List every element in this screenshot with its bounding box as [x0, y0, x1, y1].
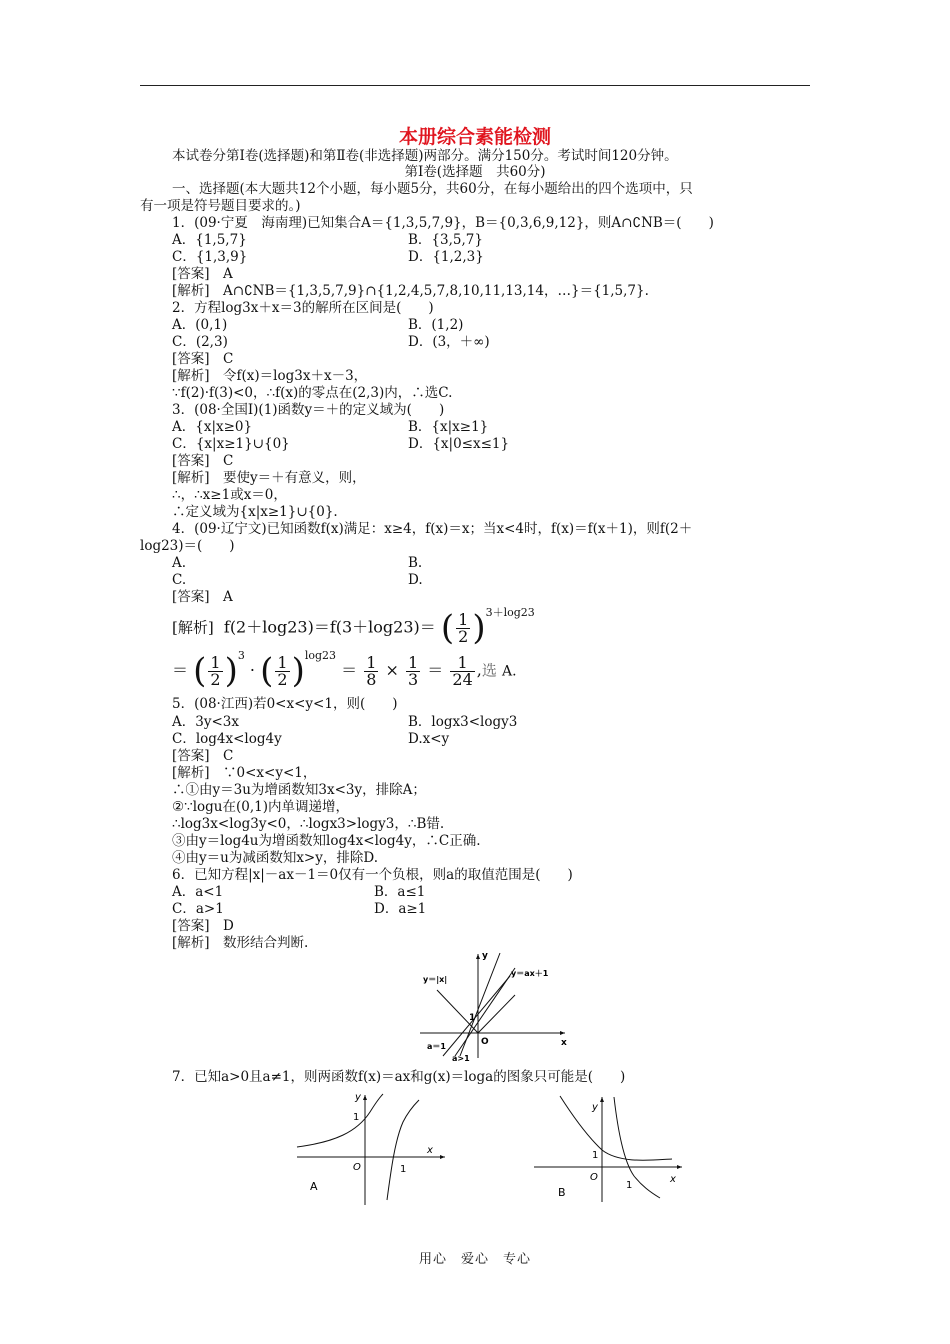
q5-option-c: C．log4x<log4y: [172, 731, 282, 747]
fraction-half: $\frac{1}{2}$: [210, 652, 221, 689]
q3-option-c: C．{x|x≥1}∪{0}: [172, 436, 290, 452]
q5-analysis-2: ∴①由y＝3u为增函数知3x<3y，排除A；: [172, 782, 426, 798]
q1-answer: [答案] A: [172, 266, 233, 282]
q3-analysis-2: ∴，∴x≥1或x＝0，: [172, 487, 287, 503]
q6-fig-label-abs: y＝|x|: [423, 975, 448, 984]
q7-graph-a: [295, 1090, 455, 1210]
q6-fig-label-ax: y＝ax＋1: [511, 969, 549, 978]
q7b-one-x: 1: [626, 1180, 633, 1191]
q7b-one-y: 1: [592, 1150, 599, 1161]
q4-analysis-label: [解析]: [172, 618, 214, 637]
q1-option-a: A．{1,5,7}: [172, 232, 247, 248]
q2-option-a: A．(0,1): [172, 317, 228, 333]
q3-option-d: D．{x|0≤x≤1}: [408, 436, 510, 452]
q5-analysis-3: ②∵logu在(0,1)内单调递增，: [172, 799, 349, 815]
q4-answer: [答案] A: [172, 589, 233, 605]
q6-fig-one: 1: [469, 1013, 476, 1023]
q4-exponent-3: log23: [304, 649, 337, 663]
q3-answer: [答案] C: [172, 453, 234, 469]
q7b-graph-label: B: [558, 1186, 566, 1199]
q7-graph-b: [532, 1092, 687, 1207]
q5-analysis-6: ④由y＝u为减函数知x>y，排除D.: [172, 850, 379, 866]
question-6-stem: 6．已知方程|x|－ax－1＝0仅有一个负根，则a的取值范围是( ): [172, 867, 573, 883]
q1-option-d: D．{1,2,3}: [408, 249, 484, 265]
q3-analysis-3: ∴定义域为{x|x≥1}∪{0}.: [172, 504, 338, 520]
q5-analysis-5: ③由y＝log4u为增函数知log4x<log4y，∴C正确.: [172, 833, 481, 849]
q2-option-b: B．(1,2): [408, 317, 464, 333]
fraction-one-eighth: $\frac{1}{8}$: [366, 652, 377, 689]
q7a-x-label: x: [427, 1145, 433, 1156]
q1-option-b: B．{3,5,7}: [408, 232, 483, 248]
q4-exponent-1: 3＋log23: [485, 606, 535, 620]
q2-analysis-2: ∵f(2)·f(3)<0，∴f(x)的零点在(2,3)内，∴选C.: [172, 385, 453, 401]
q4-exponent-2: 3: [237, 649, 245, 663]
page-footer: 用心 爱心 专心: [418, 1252, 531, 1267]
q6-option-a: A．a<1: [172, 884, 224, 900]
header-rule: [140, 85, 810, 86]
section-title: 第Ⅰ卷(选择题 共60分): [404, 164, 546, 180]
q3-option-a: A．{x|x≥0}: [172, 419, 253, 435]
q3-option-b: B．{x|x≥1}: [408, 419, 489, 435]
q6-option-d: D．a≥1: [374, 901, 427, 917]
q1-analysis: [解析] A∩∁NB＝{1,3,5,7,9}∩{1,2,4,5,7,8,10,11,13,14，…}＝{1,5,7}.: [172, 283, 649, 299]
intro-text: 本试卷分第Ⅰ卷(选择题)和第Ⅱ卷(非选择题)两部分。满分150分。考试时间120分钟。: [172, 148, 678, 164]
q7a-graph-label: A: [310, 1180, 318, 1193]
q7b-y-label: y: [592, 1102, 598, 1113]
question-5-stem: 5．(08·江西)若0<x<y<1，则( ): [172, 696, 398, 712]
q6-fig-label-a1: a＝1: [427, 1042, 446, 1051]
q4-analysis-expr: f(2＋log23)＝f(3＋log23)＝: [223, 617, 436, 637]
q5-analysis-4: ∴log3x<log3y<0，∴logx3>logy3，∴B错.: [172, 816, 445, 832]
page-title: 本册综合素能检测: [398, 126, 551, 148]
q7b-origin: O: [590, 1172, 598, 1183]
question-2-stem: 2．方程log3x＋x＝3的解所在区间是( ): [172, 300, 434, 316]
q5-option-b: B．logx3<logy3: [408, 714, 518, 730]
q4-option-c: C.: [172, 572, 187, 588]
q4-option-a: A.: [172, 555, 187, 571]
q6-option-c: C．a>1: [172, 901, 224, 917]
q7b-x-label: x: [670, 1174, 676, 1185]
q4-choose-answer: A.: [501, 663, 517, 680]
q5-answer: [答案] C: [172, 748, 234, 764]
q1-option-c: C．{1,3,9}: [172, 249, 248, 265]
q6-option-b: B．a≤1: [374, 884, 426, 900]
q4-choose: 选: [481, 661, 497, 680]
q7a-origin: O: [353, 1162, 361, 1173]
q5-option-d: D.x<y: [408, 731, 450, 747]
question-4-stem-cont: log23)＝( ): [140, 538, 235, 554]
q2-option-d: D．(3，＋∞): [408, 334, 490, 350]
question-4-stem: 4．(09·辽宁文)已知函数f(x)满足：x≥4，f(x)＝x；当x<4时，f(x)＝f(x＋1)，则f(2＋: [172, 521, 693, 537]
q5-analysis-1: [解析] ∵0<x<y<1，: [172, 765, 317, 781]
q6-analysis: [解析] 数形结合判断.: [172, 935, 309, 951]
q6-fig-origin: O: [481, 1037, 489, 1047]
fraction-one-24th: $\frac{1}{24}$: [452, 652, 473, 689]
q3-analysis-1: [解析] 要使y＝＋有意义，则，: [172, 470, 366, 486]
q6-figure: [415, 948, 575, 1063]
q4-analysis-line-1: [解析] f(2＋log23)＝f(3＋log23)＝ ( $\frac{1}{2}$ )$^{3+log23}$: [172, 606, 535, 648]
section-intro-cont: 有一项是符号题目要求的。): [140, 198, 301, 214]
section-intro: 一、选择题(本大题共12个小题，每小题5分，共60分，在每小题给出的四个选项中，只: [172, 181, 693, 197]
question-1-stem: 1．(09·宁夏 海南理)已知集合A＝{1,3,5,7,9}，B＝{0,3,6,9,12}，则A∩∁NB＝( ): [172, 215, 714, 231]
q2-analysis-1: [解析] 令f(x)＝log3x＋x－3，: [172, 368, 368, 384]
q7a-one-x: 1: [400, 1164, 407, 1175]
q6-fig-y-label: y: [482, 951, 488, 961]
q4-option-b: B.: [408, 555, 423, 571]
fraction-half: $\frac{1}{2}$: [458, 609, 469, 646]
q6-fig-label-agt: a>1: [452, 1054, 470, 1063]
q7a-one-y: 1: [353, 1112, 360, 1123]
fraction-one-third: $\frac{1}{3}$: [408, 652, 419, 689]
q6-answer: [答案] D: [172, 918, 234, 934]
fraction-half: $\frac{1}{2}$: [277, 652, 288, 689]
q2-option-c: C．(2,3): [172, 334, 228, 350]
question-3-stem: 3．(08·全国Ⅰ)(1)函数y＝＋的定义域为( ): [172, 402, 445, 418]
q2-answer: [答案] C: [172, 351, 234, 367]
q7a-y-label: y: [355, 1092, 361, 1103]
q4-option-d: D.: [408, 572, 423, 588]
q4-analysis-line-2: ＝ ( $\frac{1}{2}$ )$^3$ · ( $\frac{1}{2}$ )$^{log23}$ ＝ $\frac{1}{8}$ × $\frac{1}{3}$ ＝ $\frac{1}{24}$ ,选 A.: [172, 649, 517, 691]
q6-fig-x-label: x: [561, 1038, 567, 1048]
question-7-stem: 7．已知a>0且a≠1，则两函数f(x)＝ax和g(x)＝loga的图象只可能是( ): [172, 1069, 626, 1085]
q5-option-a: A．3y<3x: [172, 714, 239, 730]
